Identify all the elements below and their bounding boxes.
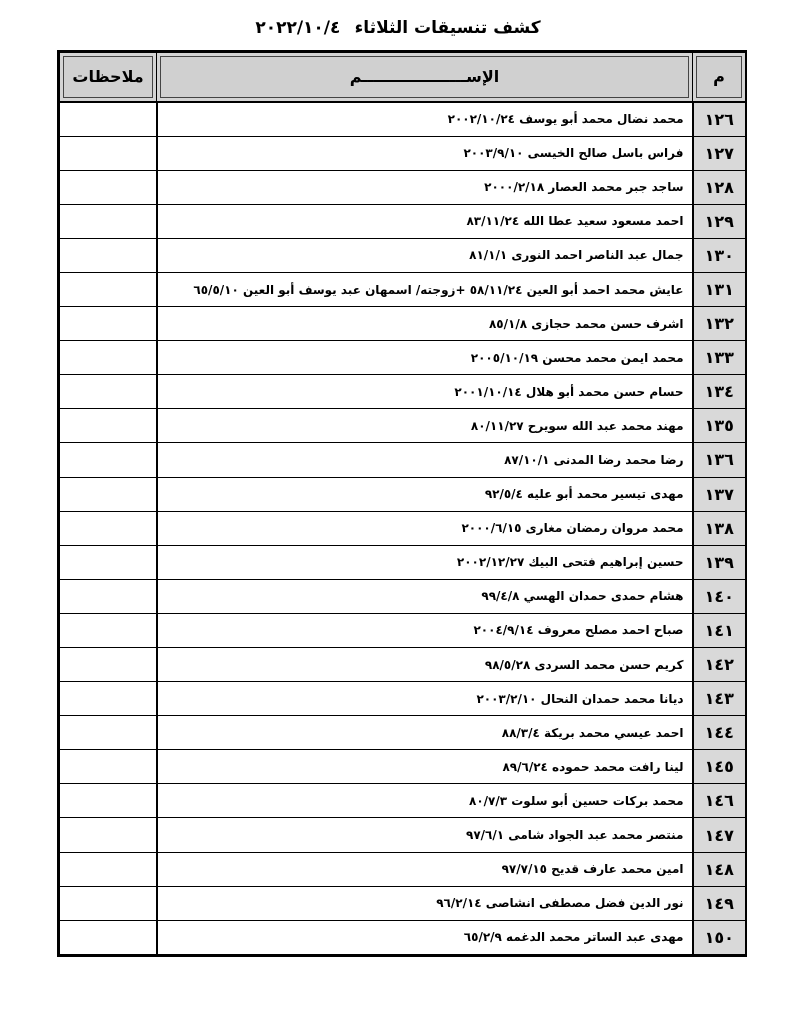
row-name: فراس باسل صالح الخيسى ٢٠٠٣/٩/١٠ xyxy=(157,136,693,170)
row-number: ١٤٠ xyxy=(693,579,746,613)
row-notes xyxy=(60,716,157,750)
row-notes xyxy=(60,682,157,716)
title-date: ٢٠٢٢/١٠/٤ xyxy=(255,18,341,38)
row-name: محمد بركات حسين أبو سلوت ٨٠/٧/٣ xyxy=(157,784,693,818)
row-notes xyxy=(60,272,157,306)
row-number: ١٢٩ xyxy=(693,204,746,238)
table-row xyxy=(60,648,746,682)
table-body xyxy=(60,102,746,954)
coordination-table xyxy=(57,50,747,957)
row-notes xyxy=(60,579,157,613)
row-name: مهند محمد عبد الله سويرح ٨٠/١١/٢٧ xyxy=(157,409,693,443)
row-name: احمد عيسي محمد بريكة ٨٨/٣/٤ xyxy=(157,716,693,750)
row-name: رضا محمد رضا المدنى ٨٧/١٠/١ xyxy=(157,443,693,477)
row-number: ١٣٧ xyxy=(693,477,746,511)
row-name: ديانا محمد حمدان النحال ٢٠٠٣/٢/١٠ xyxy=(157,682,693,716)
row-name: احمد مسعود سعيد عطا الله ٨٣/١١/٢٤ xyxy=(157,204,693,238)
row-notes xyxy=(60,375,157,409)
header-name: الإســـــــــــــــــــم xyxy=(157,53,693,103)
table-row xyxy=(60,579,746,613)
row-name: امين محمد عارف قديح ٩٧/٧/١٥ xyxy=(157,852,693,886)
table-row xyxy=(60,886,746,920)
row-notes xyxy=(60,477,157,511)
row-name: حسين إبراهيم فتحى البيك ٢٠٠٢/١٢/٢٧ xyxy=(157,545,693,579)
row-notes xyxy=(60,818,157,852)
row-number: ١٣٣ xyxy=(693,341,746,375)
header-notes: ملاحظات xyxy=(60,53,157,103)
row-number: ١٣٦ xyxy=(693,443,746,477)
row-number: ١٤٢ xyxy=(693,648,746,682)
row-number: ١٣٢ xyxy=(693,307,746,341)
table-row xyxy=(60,613,746,647)
row-name: لينا رافت محمد حموده ٨٩/٦/٢٤ xyxy=(157,750,693,784)
row-notes xyxy=(60,648,157,682)
table-row xyxy=(60,716,746,750)
header-number: م xyxy=(693,53,746,103)
row-name: محمد نضال محمد أبو يوسف ٢٠٠٢/١٠/٢٤ xyxy=(157,102,693,136)
table-row xyxy=(60,852,746,886)
table-row xyxy=(60,682,746,716)
row-number: ١٤٥ xyxy=(693,750,746,784)
row-number: ١٣٥ xyxy=(693,409,746,443)
table-row xyxy=(60,545,746,579)
row-name: مهدى تيسير محمد أبو عليه ٩٢/٥/٤ xyxy=(157,477,693,511)
row-name: نور الدين فضل مصطفى انشاصى ٩٦/٢/١٤ xyxy=(157,886,693,920)
table-row xyxy=(60,409,746,443)
row-notes xyxy=(60,204,157,238)
table-row xyxy=(60,272,746,306)
table-row xyxy=(60,307,746,341)
row-name: صباح احمد مصلح معروف ٢٠٠٤/٩/١٤ xyxy=(157,613,693,647)
row-notes xyxy=(60,852,157,886)
row-name: اشرف حسن محمد حجازى ٨٥/١/٨ xyxy=(157,307,693,341)
row-notes xyxy=(60,307,157,341)
row-name: عايش محمد احمد أبو العين ٥٨/١١/٢٤ +زوجته/ اسمهان عبد يوسف أبو العين ٦٥/٥/١٠ xyxy=(157,272,693,306)
table-row xyxy=(60,784,746,818)
row-number: ١٤٩ xyxy=(693,886,746,920)
table-row xyxy=(60,477,746,511)
names-table xyxy=(59,52,746,955)
row-notes xyxy=(60,409,157,443)
row-number: ١٤٣ xyxy=(693,682,746,716)
row-name: جمال عبد الناصر احمد النورى ٨١/١/١ xyxy=(157,238,693,272)
row-notes xyxy=(60,511,157,545)
title-text: كشف تنسيقات الثلاثاء xyxy=(354,18,541,38)
table-row xyxy=(60,511,746,545)
row-number: ١٣٩ xyxy=(693,545,746,579)
row-number: ١٤١ xyxy=(693,613,746,647)
table-row xyxy=(60,238,746,272)
table-row xyxy=(60,136,746,170)
row-name: ساجد جبر محمد العصار ٢٠٠٠/٢/١٨ xyxy=(157,170,693,204)
row-name: حسام حسن محمد أبو هلال ٢٠٠١/١٠/١٤ xyxy=(157,375,693,409)
row-notes xyxy=(60,545,157,579)
row-notes xyxy=(60,443,157,477)
row-number: ١٣٨ xyxy=(693,511,746,545)
table-row xyxy=(60,375,746,409)
row-notes xyxy=(60,136,157,170)
row-number: ١٢٨ xyxy=(693,170,746,204)
table-row xyxy=(60,920,746,954)
table-row xyxy=(60,341,746,375)
row-name: كريم حسن محمد السردى ٩٨/٥/٢٨ xyxy=(157,648,693,682)
table-row xyxy=(60,818,746,852)
row-number: ١٣٠ xyxy=(693,238,746,272)
row-number: ١٢٧ xyxy=(693,136,746,170)
row-number: ١٤٨ xyxy=(693,852,746,886)
row-notes xyxy=(60,920,157,954)
table-header-row xyxy=(60,53,746,103)
row-notes xyxy=(60,341,157,375)
page-title xyxy=(0,18,796,38)
table-row xyxy=(60,443,746,477)
table-row xyxy=(60,102,746,136)
row-name: محمد ايمن محمد محسن ٢٠٠٥/١٠/١٩ xyxy=(157,341,693,375)
row-number: ١٤٤ xyxy=(693,716,746,750)
row-name: منتصر محمد عبد الجواد شامى ٩٧/٦/١ xyxy=(157,818,693,852)
row-name: محمد مروان رمضان مغارى ٢٠٠٠/٦/١٥ xyxy=(157,511,693,545)
row-number: ١٣١ xyxy=(693,272,746,306)
table-row xyxy=(60,170,746,204)
row-notes xyxy=(60,238,157,272)
row-notes xyxy=(60,886,157,920)
table-row xyxy=(60,750,746,784)
row-notes xyxy=(60,102,157,136)
row-number: ١٤٧ xyxy=(693,818,746,852)
table-row xyxy=(60,204,746,238)
row-notes xyxy=(60,613,157,647)
row-number: ١٤٦ xyxy=(693,784,746,818)
row-notes xyxy=(60,750,157,784)
row-notes xyxy=(60,784,157,818)
row-name: هشام حمدى حمدان الهسي ٩٩/٤/٨ xyxy=(157,579,693,613)
row-name: مهدى عبد الساتر محمد الدغمه ٦٥/٢/٩ xyxy=(157,920,693,954)
row-notes xyxy=(60,170,157,204)
row-number: ١٢٦ xyxy=(693,102,746,136)
row-number: ١٥٠ xyxy=(693,920,746,954)
row-number: ١٣٤ xyxy=(693,375,746,409)
